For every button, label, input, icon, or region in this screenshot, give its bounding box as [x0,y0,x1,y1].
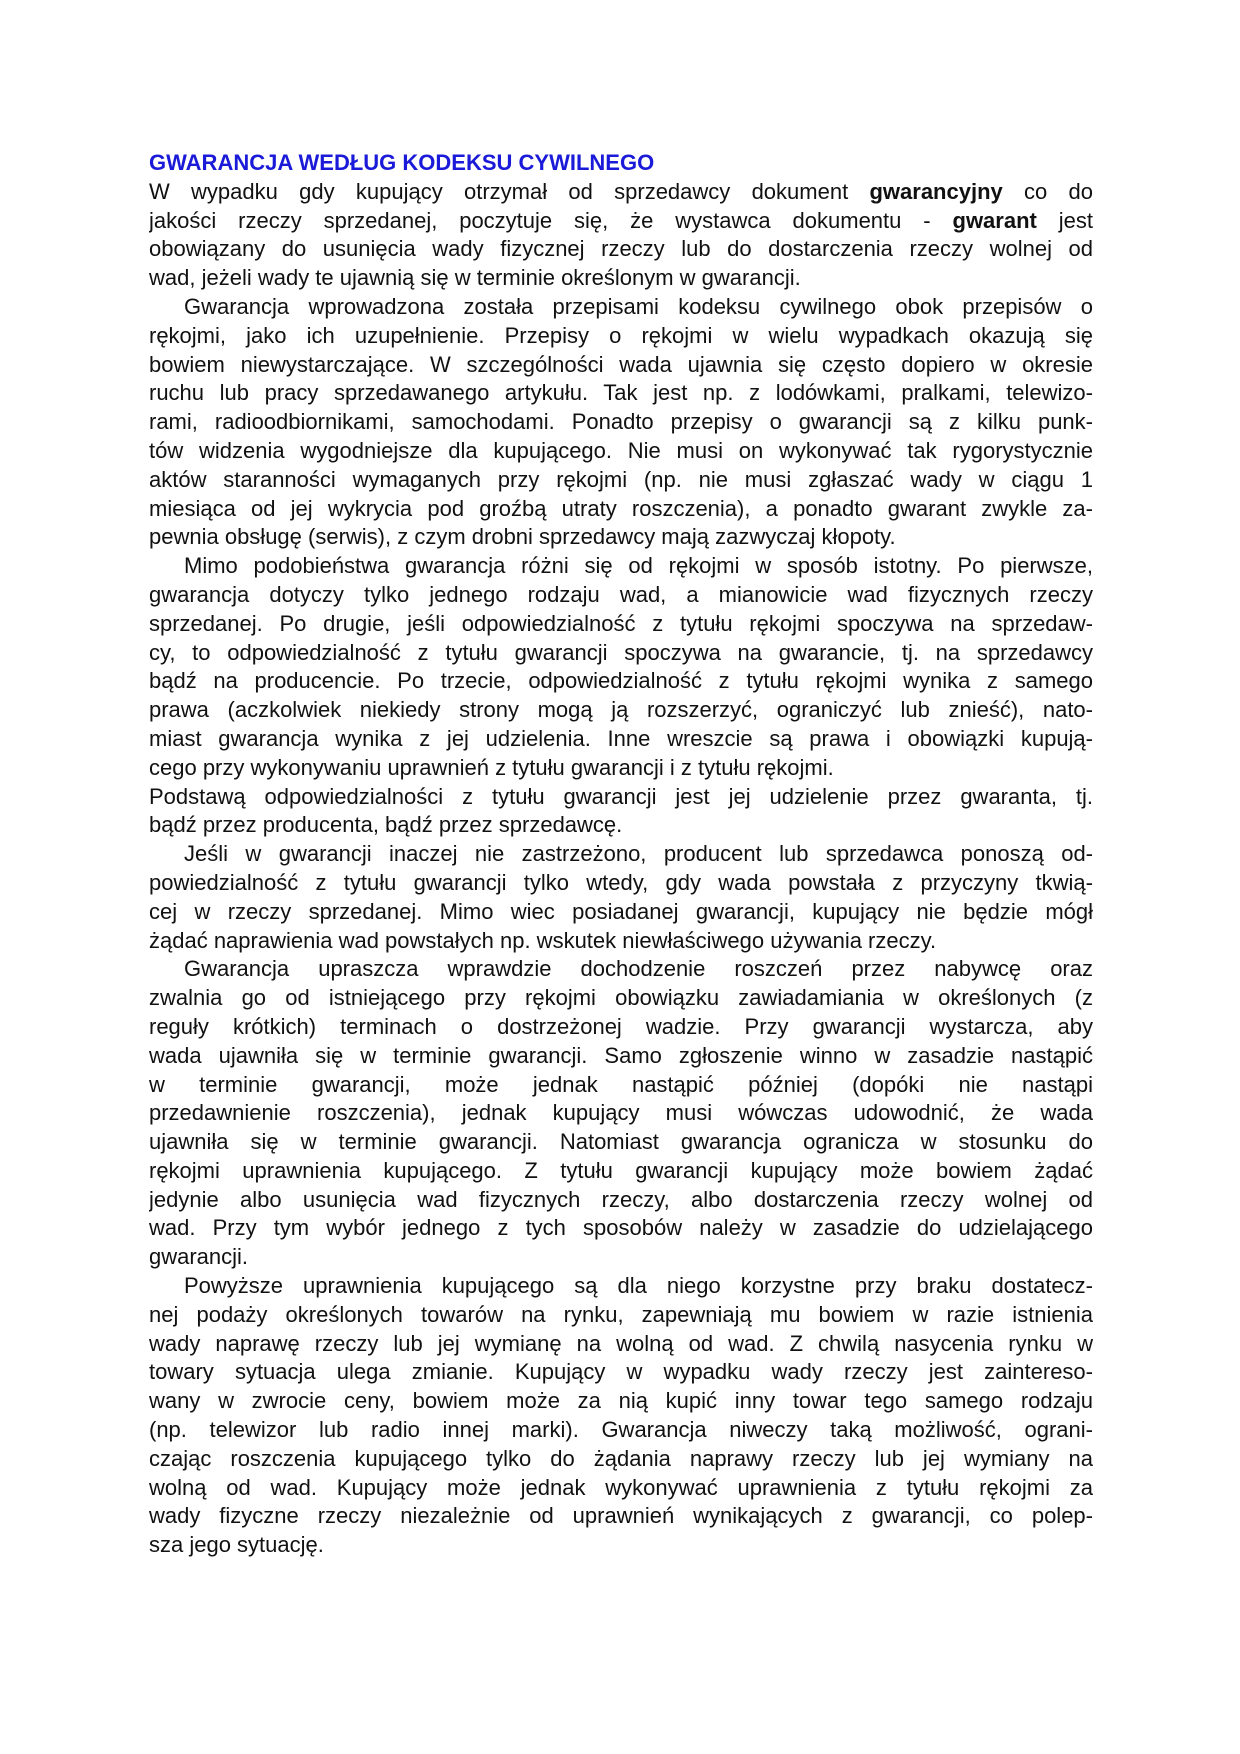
text-line: rami, radioodbiornikami, samochodami. Ponadto przepisy o gwarancji są z kilku punk- [149,409,1093,435]
text-line: sza jego sytuację. [149,1532,324,1558]
text-line: aktów staranności wymaganych przy rękojmi (np. nie musi zgłaszać wady w ciągu 1 [149,466,1093,492]
text-line: pewnia obsługę (serwis), z czym drobni sprzedawcy mają zazwyczaj kłopoty. [149,524,896,550]
document-body [149,178,1093,1560]
text-line: bądź przez producenta, bądź przez sprzedawcę. [149,812,623,838]
paragraph [149,1272,1093,1560]
text-line: tów widzenia wygodniejsze dla kupującego. Nie musi on wykonywać tak rygorystycznie [149,437,1093,463]
text-line: przedawnienie roszczenia), jednak kupujący musi wówczas udowodnić, że wada [149,1100,1093,1126]
paragraph [149,840,1093,955]
text-line: Jeśli w gwarancji inaczej nie zastrzeżono, producent lub sprzedawca ponoszą od- [184,841,1093,867]
text-line [149,178,1093,207]
text-line: w terminie gwarancji, może jednak nastąpić później (dopóki nie nastąpi [149,1071,1093,1097]
paragraph [149,293,1093,552]
text-line: wada ujawniła się w terminie gwarancji. Samo zgłoszenie winno w zasadzie nastąpić [149,1042,1093,1068]
text-line: wady naprawę rzeczy lub jej wymianę na wolną od wad. Z chwilą nasycenia rynku w [149,1330,1093,1356]
text-segment: co do [1002,178,1093,204]
text-line: wolną od wad. Kupujący może jednak wykonywać uprawnienia z tytułu rękojmi za [149,1474,1093,1500]
text-line: wady fizyczne rzeczy niezależnie od uprawnień wynikających z gwarancji, co polep- [149,1503,1093,1529]
document-title: GWARANCJA WEDŁUG KODEKSU CYWILNEGO [149,150,655,175]
text-line: ujawniła się w terminie gwarancji. Natomiast gwarancja ogranicza w stosunku do [149,1129,1093,1155]
text-line: rękojmi uprawnienia kupującego. Z tytułu gwarancji kupujący może bowiem żądać [149,1157,1093,1183]
text-line: Gwarancja upraszcza wprawdzie dochodzenie roszczeń przez nabywcę oraz [184,956,1093,982]
text-segment: jest [1036,207,1093,233]
paragraph [149,783,1093,841]
text-line: rękojmi, jako ich uzupełnienie. Przepisy o rękojmi w wielu wypadkach okazują się [149,322,1093,348]
document-page [149,149,1093,1560]
text-line: jedynie albo usunięcia wad fizycznych rzeczy, albo dostarczenia rzeczy wolnej od [149,1186,1093,1212]
text-line: Mimo podobieństwa gwarancja różni się od rękojmi w sposób istotny. Po pierwsze, [184,553,1093,579]
paragraph [149,955,1093,1272]
text-line: towary sytuacja ulega zmianie. Kupujący w wypadku wady rzeczy jest zaintereso- [149,1359,1093,1385]
paragraph [149,552,1093,782]
text-line: cy, to odpowiedzialność z tytułu gwarancji spoczywa na gwarancie, tj. na sprzedawcy [149,639,1093,665]
text-line: czając roszczenia kupującego tylko do żądania naprawy rzeczy lub jej wymiany na [149,1445,1093,1471]
text-segment: jakości rzeczy sprzedanej, poczytuje się, że wystawca dokumentu - [149,207,953,233]
paragraph [149,178,1093,293]
text-line: wad. Przy tym wybór jednego z tych sposobów należy w zasadzie do udzielającego [149,1215,1093,1241]
text-line: gwarancja dotyczy tylko jednego rodzaju wad, a mianowicie wad fizycznych rzeczy [149,581,1093,607]
text-line: nej podaży określonych towarów na rynku, zapewniają mu bowiem w razie istnienia [149,1301,1093,1327]
text-line: miesiąca od jej wykrycia pod groźbą utraty roszczenia), a ponadto gwarant zwykle za- [149,495,1093,521]
text-line: Powyższe uprawnienia kupującego są dla niego korzystne przy braku dostatecz- [184,1273,1093,1299]
text-line: żądać naprawienia wad powstałych np. wskutek niewłaściwego używania rzeczy. [149,927,937,953]
text-line: wad, jeżeli wady te ujawnią się w terminie określonym w gwarancji. [149,265,801,291]
text-line: (np. telewizor lub radio innej marki). Gwarancja niweczy taką możliwość, ograni- [149,1417,1093,1443]
text-line: miast gwarancja wynika z jej udzielenia. Inne wreszcie są prawa i obowiązki kupują- [149,725,1093,751]
text-line: zwalnia go od istniejącego przy rękojmi obowiązku zawiadamiania w określonych (z [149,985,1093,1011]
text-line: sprzedanej. Po drugie, jeśli odpowiedzialność z tytułu rękojmi spoczywa na sprzedaw- [149,610,1093,636]
text-line: bądź na producencie. Po trzecie, odpowiedzialność z tytułu rękojmi wynika z samego [149,668,1093,694]
text-line: Gwarancja wprowadzona została przepisami kodeksu cywilnego obok przepisów o [184,293,1093,319]
text-line: reguły krótkich) terminach o dostrzeżonej wadzie. Przy gwarancji wystarcza, aby [149,1013,1093,1039]
text-line: ruchu lub pracy sprzedawanego artykułu. Tak jest np. z lodówkami, pralkami, telewizo- [149,380,1093,406]
text-line: obowiązany do usunięcia wady fizycznej rzeczy lub do dostarczenia rzeczy wolnej od [149,236,1093,262]
text-line: powiedzialność z tytułu gwarancji tylko wtedy, gdy wada powstała z przyczyny tkwią- [149,869,1093,895]
text-line: cego przy wykonywaniu uprawnień z tytułu gwarancji i z tytułu rękojmi. [149,754,834,780]
text-segment: W wypadku gdy kupujący otrzymał od sprzedawcy dokument [149,178,870,204]
bold-term: gwarancyjny [869,178,1003,204]
text-line: prawa (aczkolwiek niekiedy strony mogą ją rozszerzyć, ograniczyć lub znieść), nato- [149,697,1093,723]
text-line: wany w zwrocie ceny, bowiem może za nią kupić inny towar tego samego rodzaju [149,1388,1093,1414]
bold-term: gwarant [952,207,1037,233]
text-line: bowiem niewystarczające. W szczególności wada ujawnia się często dopiero w okresie [149,351,1093,377]
text-line: Podstawą odpowiedzialności z tytułu gwarancji jest jej udzielenie przez gwaranta, tj. [149,783,1093,809]
text-line: gwarancji. [149,1244,249,1270]
text-line [149,207,1093,236]
text-line: cej w rzeczy sprzedanej. Mimo wiec posiadanej gwarancji, kupujący nie będzie mógł [149,898,1093,924]
